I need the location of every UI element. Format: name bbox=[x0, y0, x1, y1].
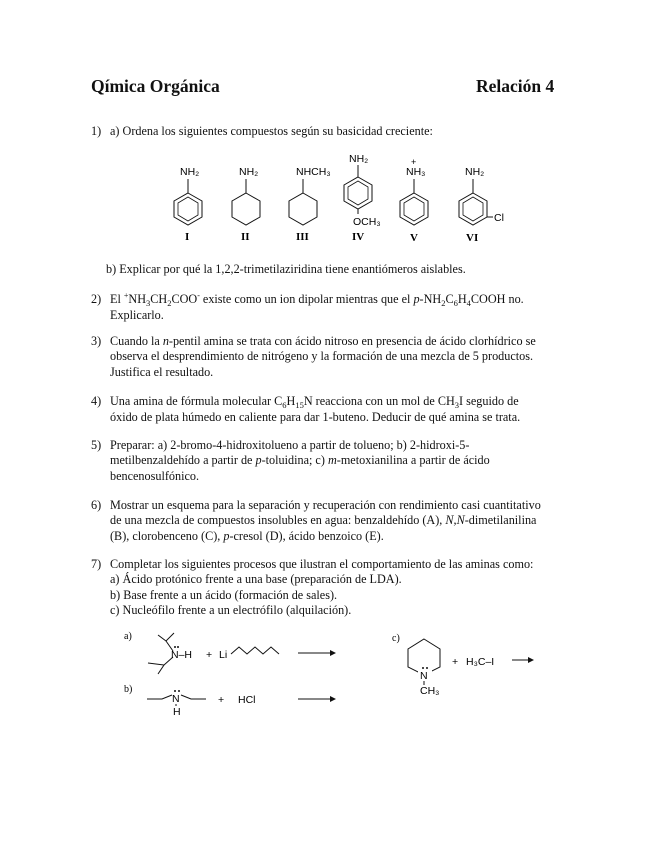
reaction-a bbox=[124, 631, 336, 674]
question-2-line-2: Explicarlo. bbox=[110, 308, 164, 323]
compound-I-label: I bbox=[185, 231, 190, 243]
compound-III-label: III bbox=[296, 231, 309, 243]
compound-IV-label: IV bbox=[352, 231, 365, 243]
question-number: 3) bbox=[91, 334, 102, 348]
compound-V-group: NH₃ bbox=[406, 166, 426, 178]
page-title: Qímica Orgánica bbox=[91, 76, 220, 96]
question-7-item-b: b) Base frente a un ácido (formación de sales). bbox=[110, 587, 338, 602]
question-4-line-2: óxido de plata húmedo en caliente para dar 1-buteno. Deducir de qué amina se trata. bbox=[110, 410, 521, 425]
question-7-item-a: a) Ácido protónico frente a una base (preparación de LDA). bbox=[110, 572, 402, 587]
question-6-line-2: de una mezcla de compuestos insolubles en agua: benzaldehído (A), N,N-dimetilanilina bbox=[110, 513, 537, 528]
compound-VI-group: NH₂ bbox=[465, 166, 485, 178]
question-number: 1) bbox=[91, 124, 102, 138]
question-number: 2) bbox=[91, 292, 102, 306]
question-3-line-3: Justifica el resultado. bbox=[110, 364, 214, 379]
svg-text:N: N bbox=[172, 693, 180, 705]
svg-text:c): c) bbox=[392, 633, 400, 644]
compound-V-label: V bbox=[410, 232, 418, 244]
compound-II bbox=[232, 166, 260, 243]
question-7 bbox=[91, 557, 569, 619]
question-4-line-1: Una amina de fórmula molecular $C_6H_{15}N$ reacciona con un mol de $CH_3I$ seguido de bbox=[110, 394, 519, 410]
compound-I bbox=[174, 166, 202, 243]
compound-III-group: NHCH₃ bbox=[296, 166, 331, 178]
compound-II-group: NH₂ bbox=[239, 166, 259, 178]
reaction-c bbox=[392, 633, 534, 697]
question-2-line-1: El $^+NH_3CH_2COO^-$ existe como un ion dipolar mientras que el $p-NH_2C_6H_4COOH$ no. bbox=[110, 291, 524, 308]
question-number: 4) bbox=[91, 394, 102, 408]
question-6-line-1: Mostrar un esquema para la separación y recuperación con rendimiento casi cuantitativo bbox=[110, 498, 541, 512]
svg-text:+: + bbox=[206, 649, 213, 661]
question-number: 5) bbox=[91, 438, 102, 452]
compound-IV-substituent: OCH₃ bbox=[353, 216, 381, 228]
svg-text:+: + bbox=[218, 694, 225, 706]
lithium: Li bbox=[219, 649, 228, 661]
question-7-line-1: Completar los siguientes procesos que ilustran el comportamiento de las aminas como: bbox=[110, 557, 534, 571]
compound-IV bbox=[344, 153, 381, 243]
compounds-figure bbox=[160, 148, 520, 248]
methyl-iodide: H₃C–I bbox=[466, 656, 495, 668]
question-1 bbox=[91, 124, 569, 139]
compound-VI-substituent: Cl bbox=[494, 212, 504, 224]
svg-text:CH₃: CH₃ bbox=[420, 685, 440, 697]
question-number: 7) bbox=[91, 557, 102, 571]
question-5 bbox=[91, 438, 569, 484]
reaction-b bbox=[124, 684, 336, 718]
compound-II-label: II bbox=[241, 231, 250, 243]
compound-IV-group: NH₂ bbox=[349, 153, 369, 165]
compound-V-charge: + bbox=[411, 157, 417, 167]
question-1b-text: b) Explicar por qué la 1,2,2-trimetilaziridina tiene enantiómeros aislables. bbox=[106, 262, 466, 276]
question-5-line-2: metilbenzaldehído a partir de p-toluidina; c) m-metoxianilina a partir de ácido bbox=[110, 453, 490, 468]
question-3 bbox=[91, 334, 569, 380]
question-1a-text: a) Ordena los siguientes compuestos según su basicidad creciente: bbox=[110, 124, 433, 138]
compound-V bbox=[400, 157, 428, 244]
question-4 bbox=[91, 394, 569, 426]
hcl: HCl bbox=[238, 694, 256, 706]
relation-number: Relación 4 bbox=[476, 76, 555, 96]
svg-text:a): a) bbox=[124, 631, 132, 642]
question-3-line-2: observa el desprendimiento de nitrógeno y la formación de una mezcla de 5 productos. bbox=[110, 349, 534, 364]
question-5-line-3: bencenosulfónico. bbox=[110, 468, 200, 483]
question-6-line-3: (B), clorobenceno (C), p-cresol (D), ácido benzoico (E). bbox=[110, 528, 384, 543]
question-number: 6) bbox=[91, 498, 102, 512]
svg-text:b): b) bbox=[124, 684, 133, 695]
svg-text:H: H bbox=[173, 706, 181, 718]
svg-text:N: N bbox=[420, 670, 428, 682]
compound-III bbox=[289, 166, 331, 243]
compound-VI-label: VI bbox=[466, 232, 479, 244]
nh-group: N–H bbox=[171, 649, 193, 661]
question-1b bbox=[91, 262, 569, 277]
reaction-schemes bbox=[118, 625, 558, 720]
question-2 bbox=[91, 292, 569, 324]
question-3-line-1: Cuando la n-pentil amina se trata con ácido nitroso en presencia de ácido clorhídrico se bbox=[110, 334, 536, 348]
question-7-item-c: c) Nucleófilo frente a un electrófilo (alquilación). bbox=[110, 603, 352, 618]
question-6 bbox=[91, 498, 569, 544]
compound-I-group: NH₂ bbox=[180, 166, 200, 178]
compound-VI bbox=[459, 166, 504, 244]
question-5-line-1: Preparar: a) 2-bromo-4-hidroxitolueno a partir de tolueno; b) 2-hidroxi-5- bbox=[110, 438, 470, 452]
svg-text:+: + bbox=[452, 656, 459, 668]
